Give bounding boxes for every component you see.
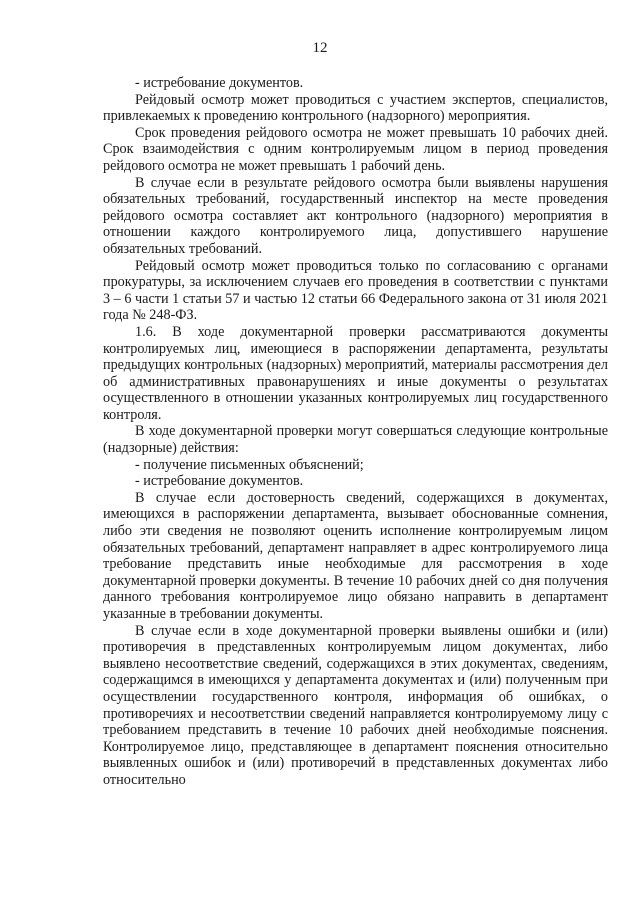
list-item-written-explanations: - получение письменных объяснений; xyxy=(135,456,364,473)
paragraph-errors-contradictions: В случае если в ходе документарной проверки выявлены ошибки и (или) противоречия в представленных контролируемым лицом документах, либо выявлено несоответствие сведений, содержащихся в этих документах, сведениям, содержащимся в имеющихся у департамента документах и (или) полученным при осуществлении государственного контроля, информация об ошибках, о противоречиях и несоответствии сведений направляется контролируемому лицу с требованием представить в течение 10 рабочих дней необходимые пояснения. Контролируемое лицо, представляющее в департамент пояснения относительно выявленных ошибок и (или) противоречий в представленных документах либо относительно xyxy=(103,622,608,788)
paragraph-raid-experts: Рейдовый осмотр может проводиться с участием экспертов, специалистов, привлекаемых к проведению контрольного (надзорного) мероприятия. xyxy=(103,91,608,125)
list-item-document-request: - истребование документов. xyxy=(135,75,304,91)
paragraph-raid-duration: Срок проведения рейдового осмотра не может превышать 10 рабочих дней. Срок взаимодействия с одним контролируемым лицом в период проведения рейдового осмотра не может превышать 1 рабочий день. xyxy=(103,124,608,174)
paragraph-section-1-6: 1.6. В ходе документарной проверки рассматриваются документы контролируемых лиц, имеющиеся в распоряжении департамента, результаты предыдущих контрольных (надзорных) мероприятий, материалы рассмотрения дел об административных правонарушениях и иные документы о результатах осуществленного в отношении указанных контролируемых лиц государственного контроля. xyxy=(103,323,608,423)
document-body xyxy=(103,75,608,789)
paragraph-doc-check-actions: В ходе документарной проверки могут совершаться следующие контрольные (надзорные) действия: xyxy=(103,423,608,457)
paragraph-raid-prosecutor: Рейдовый осмотр может проводиться только по согласованию с органами прокуратуры, за исключением случаев его проведения в соответствии с пунктами 3 – 6 части 1 статьи 57 и частью 12 статьи 66 Федерального закона от 31 июля 2021 года № 248-ФЗ. xyxy=(103,257,608,324)
page-number: 12 xyxy=(312,40,328,56)
paragraph-raid-violations: В случае если в результате рейдового осмотра были выявлены нарушения обязательных требований, государственный инспектор на месте проведения рейдового осмотра составляет акт контрольного (надзорного) мероприятия в отношении каждого контролируемого лица, допустившего нарушение обязательных требований. xyxy=(103,174,608,257)
list-item-document-request-2: - истребование документов. xyxy=(135,473,304,490)
paragraph-reliability-doubts: В случае если достоверность сведений, содержащихся в документах, имеющихся в распоряжении департамента, вызывает обоснованные сомнения, либо эти сведения не позволяют оценить исполнение контролируемым лицом обязательных требований, департамент направляет в адрес контролируемого лица требование представить иные необходимые для рассмотрения в ходе документарной проверки документы. В течение 10 рабочих дней со дня получения данного требования контролируемое лицо обязано направить в департамент указанные в требовании документы. xyxy=(103,489,608,622)
